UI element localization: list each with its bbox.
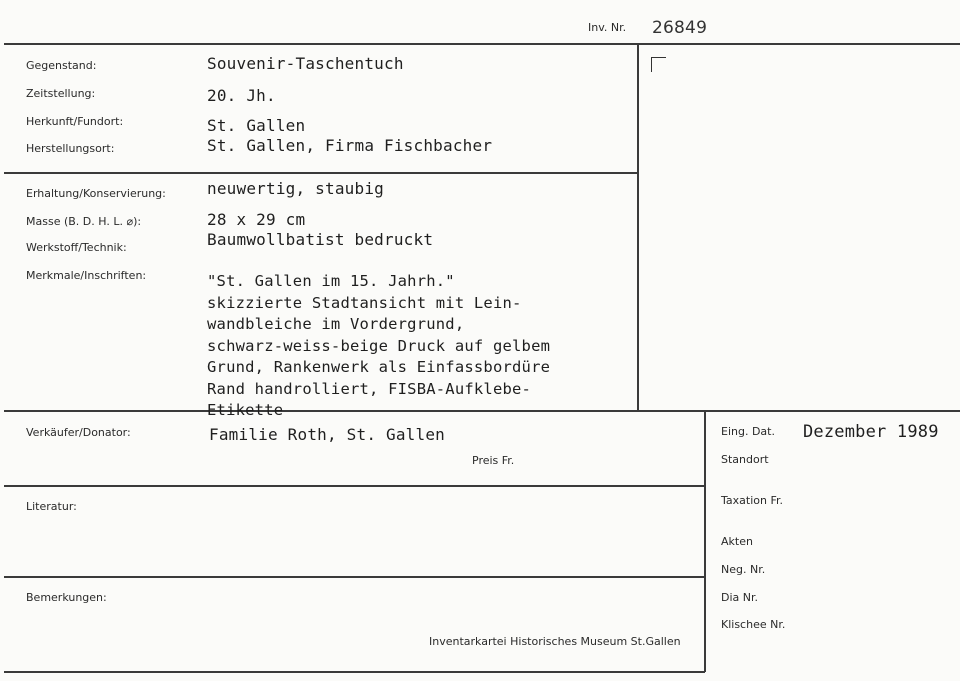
photo-corner-mark: [651, 57, 666, 72]
erhaltung-value: neuwertig, staubig: [207, 179, 384, 198]
museum-footer: Inventarkartei Historisches Museum St.Gallen: [429, 635, 681, 648]
literatur-label: Literatur:: [26, 500, 77, 513]
herkunft-label: Herkunft/Fundort:: [26, 115, 124, 128]
merkmale-label: Merkmale/Inschriften:: [26, 269, 147, 282]
preis-label: Preis Fr.: [472, 454, 515, 467]
dia-nr-label: Dia Nr.: [721, 591, 759, 604]
right-panel-divider: [704, 411, 706, 672]
taxation-label: Taxation Fr.: [721, 494, 783, 507]
werkstoff-value: Baumwollbatist bedruckt: [207, 230, 434, 249]
eing-dat-label: Eing. Dat.: [721, 425, 775, 438]
werkstoff-label: Werkstoff/Technik:: [26, 241, 127, 254]
inv-nr-label: Inv. Nr.: [588, 21, 627, 34]
akten-label: Akten: [721, 535, 753, 548]
main-vertical-divider: [637, 43, 639, 412]
bottom-rule: [4, 671, 705, 673]
bemerkungen-label: Bemerkungen:: [26, 591, 107, 604]
inv-nr-value: 26849: [652, 18, 708, 38]
neg-nr-label: Neg. Nr.: [721, 563, 766, 576]
erhaltung-label: Erhaltung/Konservierung:: [26, 187, 166, 200]
masse-label: Masse (B. D. H. L. ⌀):: [26, 215, 142, 228]
standort-label: Standort: [721, 453, 769, 466]
verkaeufer-rule: [4, 485, 705, 487]
masse-value: 28 x 29 cm: [207, 210, 306, 229]
verkaeufer-label: Verkäufer/Donator:: [26, 426, 131, 439]
gegenstand-value: Souvenir-Taschentuch: [207, 54, 404, 73]
verkaeufer-value: Familie Roth, St. Gallen: [209, 425, 445, 444]
section1-rule: [4, 172, 638, 174]
literatur-rule: [4, 576, 705, 578]
zeitstellung-value: 20. Jh.: [207, 86, 276, 105]
zeitstellung-label: Zeitstellung:: [26, 87, 96, 100]
herstellungsort-value: St. Gallen, Firma Fischbacher: [207, 136, 493, 155]
herkunft-value: St. Gallen: [207, 116, 306, 135]
gegenstand-label: Gegenstand:: [26, 59, 97, 72]
top-rule: [4, 43, 960, 45]
klischee-nr-label: Klischee Nr.: [721, 618, 786, 631]
merkmale-value: "St. Gallen im 15. Jahrh." skizzierte Stadtansicht mit Lein- wandbleiche im Vordergrund, schwarz-weiss-beige Druck auf gelbem Grund, Rankenwerk als Einfassbordüre Rand handrolliert, FISBA-Aufklebe- Etikette: [207, 272, 551, 419]
eing-dat-value: Dezember 1989: [803, 422, 939, 442]
herstellungsort-label: Herstellungsort:: [26, 142, 115, 155]
